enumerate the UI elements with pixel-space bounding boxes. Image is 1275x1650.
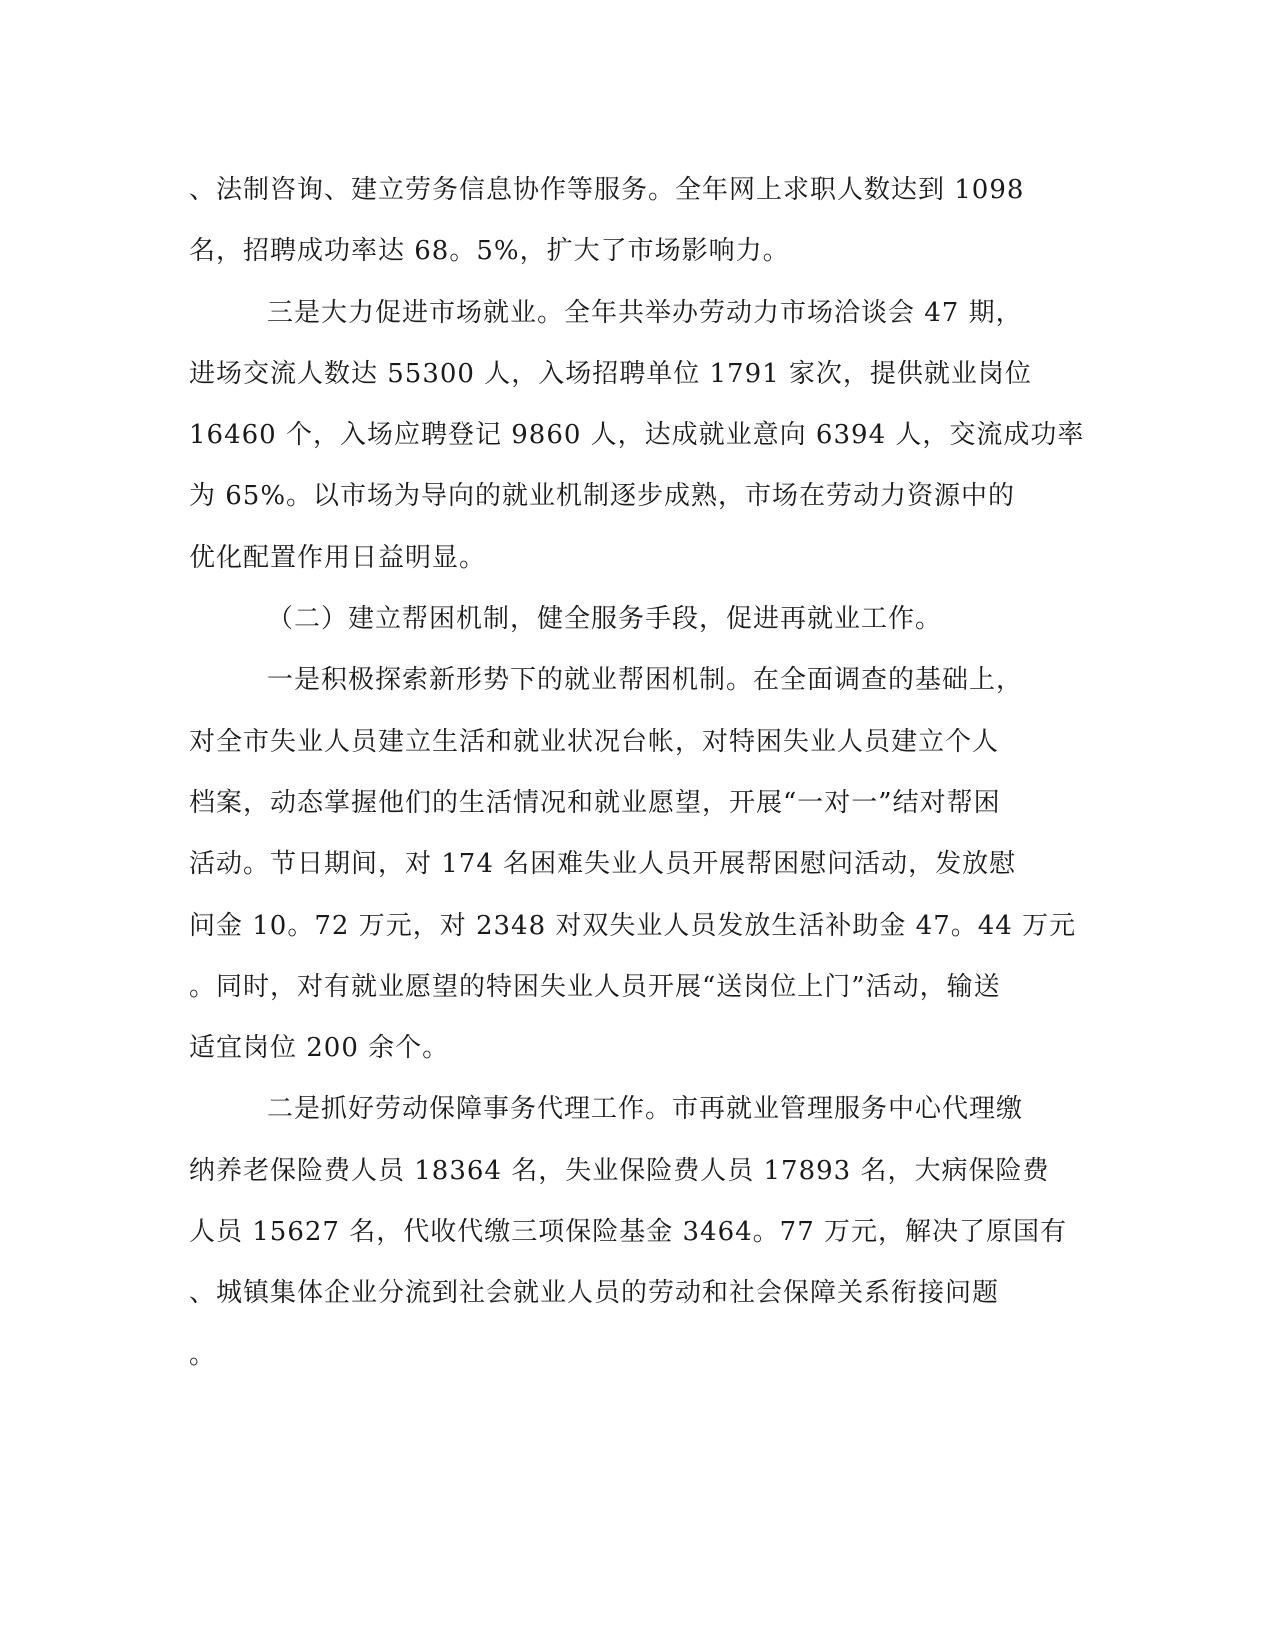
- section-heading: （二）建立帮困机制，健全服务手段，促进再就业工作。: [267, 604, 943, 635]
- text-line-2: 名，招聘成功率达 68。5%，扩大了市场影响力。: [189, 236, 790, 267]
- text-line-4: 进场交流人数达 55300 人，入场招聘单位 1791 家次，提供就业岗位: [189, 358, 1032, 389]
- text-line-11: 档案，动态掌握他们的生活情况和就业愿望，开展“一对一”结对帮困: [189, 787, 1001, 818]
- body-text: [189, 160, 1085, 1386]
- text-line-6: 为 65%。以市场为导向的就业机制逐步成熟，市场在劳动力资源中的: [189, 481, 1016, 512]
- text-line-19: 、城镇集体企业分流到社会就业人员的劳动和社会保障关系衔接问题: [189, 1278, 1000, 1309]
- text-line-1: 、法制咨询、建立劳务信息协作等服务。全年网上求职人数达到 1098: [189, 175, 1025, 205]
- text-line-15: 适宜岗位 200 余个。: [189, 1033, 450, 1064]
- text-line-16: 二是抓好劳动保障事务代理工作。市再就业管理服务中心代理缴: [267, 1094, 1024, 1125]
- text-line-20: 。: [189, 1339, 217, 1370]
- text-line-14: 。同时，对有就业愿望的特困失业人员开展“送岗位上门”活动，输送: [189, 971, 1001, 1002]
- text-line-10: 对全市失业人员建立生活和就业状况台帐，对特困失业人员建立个人: [189, 726, 1000, 757]
- text-line-3: 三是大力促进市场就业。全年共举办劳动力市场洽谈会 47 期，: [267, 297, 1023, 328]
- text-line-17: 纳养老保险费人员 18364 名，失业保险费人员 17893 名，大病保险费: [189, 1155, 1050, 1186]
- text-line-7: 优化配置作用日益明显。: [189, 542, 487, 573]
- text-line-5: 16460 个，入场应聘登记 9860 人，达成就业意向 6394 人，交流成功率: [189, 420, 1085, 451]
- text-line-9: 一是积极探索新形势下的就业帮困机制。在全面调查的基础上，: [267, 665, 1024, 696]
- text-line-13: 问金 10。72 万元，对 2348 对双失业人员发放生活补助金 47。44 万元: [189, 910, 1077, 941]
- text-line-12: 活动。节日期间，对 174 名困难失业人员开展帮困慰问活动，发放慰: [189, 849, 1017, 880]
- text-line-18: 人员 15627 名，代收代缴三项保险基金 3464。77 万元，解决了原国有: [189, 1217, 1068, 1248]
